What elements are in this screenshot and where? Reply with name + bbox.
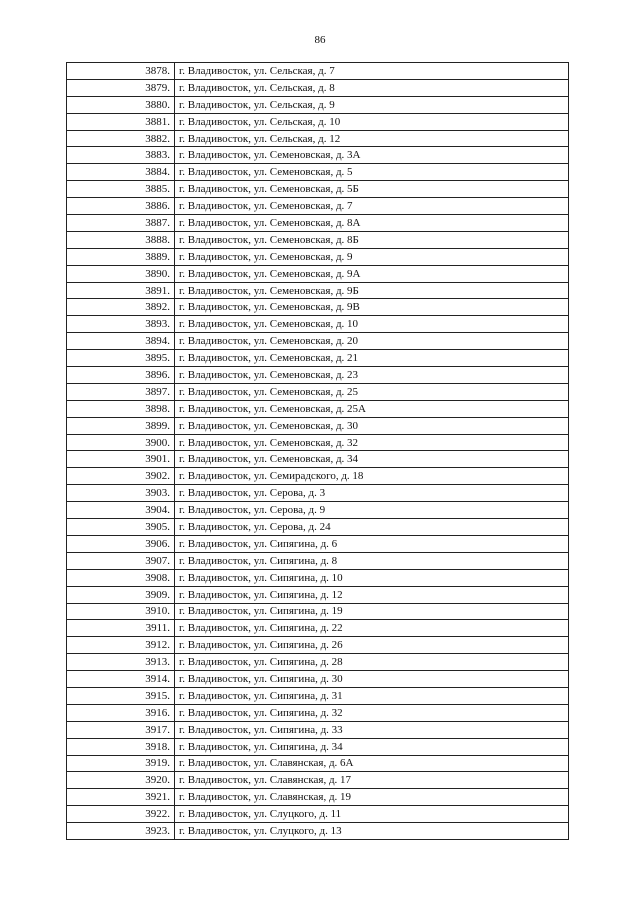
table-row <box>67 367 569 384</box>
row-number: 3914. <box>67 671 175 688</box>
row-address: г. Владивосток, ул. Семеновская, д. 34 <box>175 451 569 468</box>
row-address: г. Владивосток, ул. Сельская, д. 10 <box>175 113 569 130</box>
row-number: 3908. <box>67 569 175 586</box>
row-address: г. Владивосток, ул. Семеновская, д. 7 <box>175 198 569 215</box>
row-number: 3904. <box>67 502 175 519</box>
table-row <box>67 552 569 569</box>
table-row <box>67 671 569 688</box>
row-address: г. Владивосток, ул. Сипягина, д. 19 <box>175 603 569 620</box>
row-address: г. Владивосток, ул. Слуцкого, д. 11 <box>175 806 569 823</box>
row-number: 3901. <box>67 451 175 468</box>
row-number: 3909. <box>67 586 175 603</box>
table-row <box>67 823 569 840</box>
table-row <box>67 569 569 586</box>
table-row <box>67 789 569 806</box>
table-row <box>67 198 569 215</box>
row-address: г. Владивосток, ул. Сельская, д. 7 <box>175 63 569 80</box>
row-address: г. Владивосток, ул. Сельская, д. 8 <box>175 79 569 96</box>
row-number: 3881. <box>67 113 175 130</box>
row-number: 3889. <box>67 248 175 265</box>
table-row <box>67 721 569 738</box>
row-number: 3893. <box>67 316 175 333</box>
row-address: г. Владивосток, ул. Семеновская, д. 8А <box>175 215 569 232</box>
row-number: 3879. <box>67 79 175 96</box>
row-address: г. Владивосток, ул. Семеновская, д. 32 <box>175 434 569 451</box>
row-address: г. Владивосток, ул. Сипягина, д. 31 <box>175 687 569 704</box>
table-row <box>67 535 569 552</box>
table-row <box>67 350 569 367</box>
row-address: г. Владивосток, ул. Семирадского, д. 18 <box>175 468 569 485</box>
table-row <box>67 620 569 637</box>
row-address: г. Владивосток, ул. Семеновская, д. 9В <box>175 299 569 316</box>
row-address: г. Владивосток, ул. Семеновская, д. 10 <box>175 316 569 333</box>
row-address: г. Владивосток, ул. Сипягина, д. 8 <box>175 552 569 569</box>
table-row <box>67 772 569 789</box>
row-number: 3888. <box>67 231 175 248</box>
table-row <box>67 417 569 434</box>
table-row <box>67 130 569 147</box>
row-number: 3906. <box>67 535 175 552</box>
row-address: г. Владивосток, ул. Сипягина, д. 22 <box>175 620 569 637</box>
row-address: г. Владивосток, ул. Сипягина, д. 30 <box>175 671 569 688</box>
table-row <box>67 113 569 130</box>
row-address: г. Владивосток, ул. Сипягина, д. 10 <box>175 569 569 586</box>
table-row <box>67 654 569 671</box>
row-address: г. Владивосток, ул. Семеновская, д. 9А <box>175 265 569 282</box>
table-row <box>67 299 569 316</box>
row-number: 3883. <box>67 147 175 164</box>
row-number: 3920. <box>67 772 175 789</box>
row-address: г. Владивосток, ул. Семеновская, д. 5 <box>175 164 569 181</box>
row-number: 3899. <box>67 417 175 434</box>
row-number: 3885. <box>67 181 175 198</box>
row-address: г. Владивосток, ул. Сипягина, д. 32 <box>175 704 569 721</box>
row-address: г. Владивосток, ул. Сельская, д. 9 <box>175 96 569 113</box>
row-address: г. Владивосток, ул. Семеновская, д. 3А <box>175 147 569 164</box>
row-address: г. Владивосток, ул. Семеновская, д. 30 <box>175 417 569 434</box>
table-row <box>67 637 569 654</box>
table-row <box>67 79 569 96</box>
table-row <box>67 282 569 299</box>
table-row <box>67 603 569 620</box>
table-row <box>67 231 569 248</box>
row-address: г. Владивосток, ул. Сельская, д. 12 <box>175 130 569 147</box>
row-number: 3922. <box>67 806 175 823</box>
row-number: 3905. <box>67 519 175 536</box>
table-row <box>67 704 569 721</box>
row-number: 3912. <box>67 637 175 654</box>
row-number: 3915. <box>67 687 175 704</box>
table-row <box>67 316 569 333</box>
row-number: 3913. <box>67 654 175 671</box>
row-address: г. Владивосток, ул. Сипягина, д. 34 <box>175 738 569 755</box>
row-address: г. Владивосток, ул. Семеновская, д. 21 <box>175 350 569 367</box>
row-number: 3911. <box>67 620 175 637</box>
table-row <box>67 164 569 181</box>
row-number: 3890. <box>67 265 175 282</box>
row-address: г. Владивосток, ул. Семеновская, д. 23 <box>175 367 569 384</box>
row-address: г. Владивосток, ул. Серова, д. 9 <box>175 502 569 519</box>
row-number: 3884. <box>67 164 175 181</box>
row-address: г. Владивосток, ул. Сипягина, д. 28 <box>175 654 569 671</box>
row-address: г. Владивосток, ул. Сипягина, д. 12 <box>175 586 569 603</box>
table-row <box>67 400 569 417</box>
row-address: г. Владивосток, ул. Семеновская, д. 5Б <box>175 181 569 198</box>
table-row <box>67 755 569 772</box>
row-number: 3917. <box>67 721 175 738</box>
row-address: г. Владивосток, ул. Сипягина, д. 33 <box>175 721 569 738</box>
table-row <box>67 451 569 468</box>
row-number: 3896. <box>67 367 175 384</box>
row-number: 3882. <box>67 130 175 147</box>
row-number: 3897. <box>67 383 175 400</box>
row-number: 3923. <box>67 823 175 840</box>
table-row <box>67 147 569 164</box>
row-address: г. Владивосток, ул. Славянская, д. 17 <box>175 772 569 789</box>
row-address: г. Владивосток, ул. Серова, д. 24 <box>175 519 569 536</box>
row-number: 3919. <box>67 755 175 772</box>
table-row <box>67 248 569 265</box>
table-row <box>67 519 569 536</box>
table-row <box>67 738 569 755</box>
table-row <box>67 434 569 451</box>
table-row <box>67 383 569 400</box>
row-number: 3880. <box>67 96 175 113</box>
row-address: г. Владивосток, ул. Семеновская, д. 25А <box>175 400 569 417</box>
row-number: 3892. <box>67 299 175 316</box>
table-row <box>67 485 569 502</box>
row-number: 3918. <box>67 738 175 755</box>
table-row <box>67 333 569 350</box>
row-address: г. Владивосток, ул. Семеновская, д. 9Б <box>175 282 569 299</box>
table-row <box>67 181 569 198</box>
row-address: г. Владивосток, ул. Сипягина, д. 26 <box>175 637 569 654</box>
row-address: г. Владивосток, ул. Семеновская, д. 9 <box>175 248 569 265</box>
address-table <box>66 62 569 840</box>
table-row <box>67 96 569 113</box>
page-number: 86 <box>314 34 326 46</box>
row-address: г. Владивосток, ул. Семеновская, д. 20 <box>175 333 569 350</box>
row-number: 3916. <box>67 704 175 721</box>
row-number: 3921. <box>67 789 175 806</box>
row-number: 3894. <box>67 333 175 350</box>
table-row <box>67 502 569 519</box>
address-table-body <box>67 63 569 840</box>
row-address: г. Владивосток, ул. Славянская, д. 19 <box>175 789 569 806</box>
table-row <box>67 215 569 232</box>
row-number: 3900. <box>67 434 175 451</box>
row-address: г. Владивосток, ул. Слуцкого, д. 13 <box>175 823 569 840</box>
row-number: 3891. <box>67 282 175 299</box>
row-address: г. Владивосток, ул. Сипягина, д. 6 <box>175 535 569 552</box>
row-address: г. Владивосток, ул. Серова, д. 3 <box>175 485 569 502</box>
row-number: 3878. <box>67 63 175 80</box>
row-number: 3898. <box>67 400 175 417</box>
row-address: г. Владивосток, ул. Славянская, д. 6А <box>175 755 569 772</box>
row-number: 3903. <box>67 485 175 502</box>
row-number: 3910. <box>67 603 175 620</box>
row-number: 3907. <box>67 552 175 569</box>
table-row <box>67 586 569 603</box>
table-row <box>67 468 569 485</box>
row-number: 3886. <box>67 198 175 215</box>
table-row <box>67 687 569 704</box>
row-address: г. Владивосток, ул. Семеновская, д. 25 <box>175 383 569 400</box>
table-row <box>67 63 569 80</box>
table-row <box>67 265 569 282</box>
row-number: 3887. <box>67 215 175 232</box>
table-row <box>67 806 569 823</box>
row-number: 3895. <box>67 350 175 367</box>
row-number: 3902. <box>67 468 175 485</box>
row-address: г. Владивосток, ул. Семеновская, д. 8Б <box>175 231 569 248</box>
